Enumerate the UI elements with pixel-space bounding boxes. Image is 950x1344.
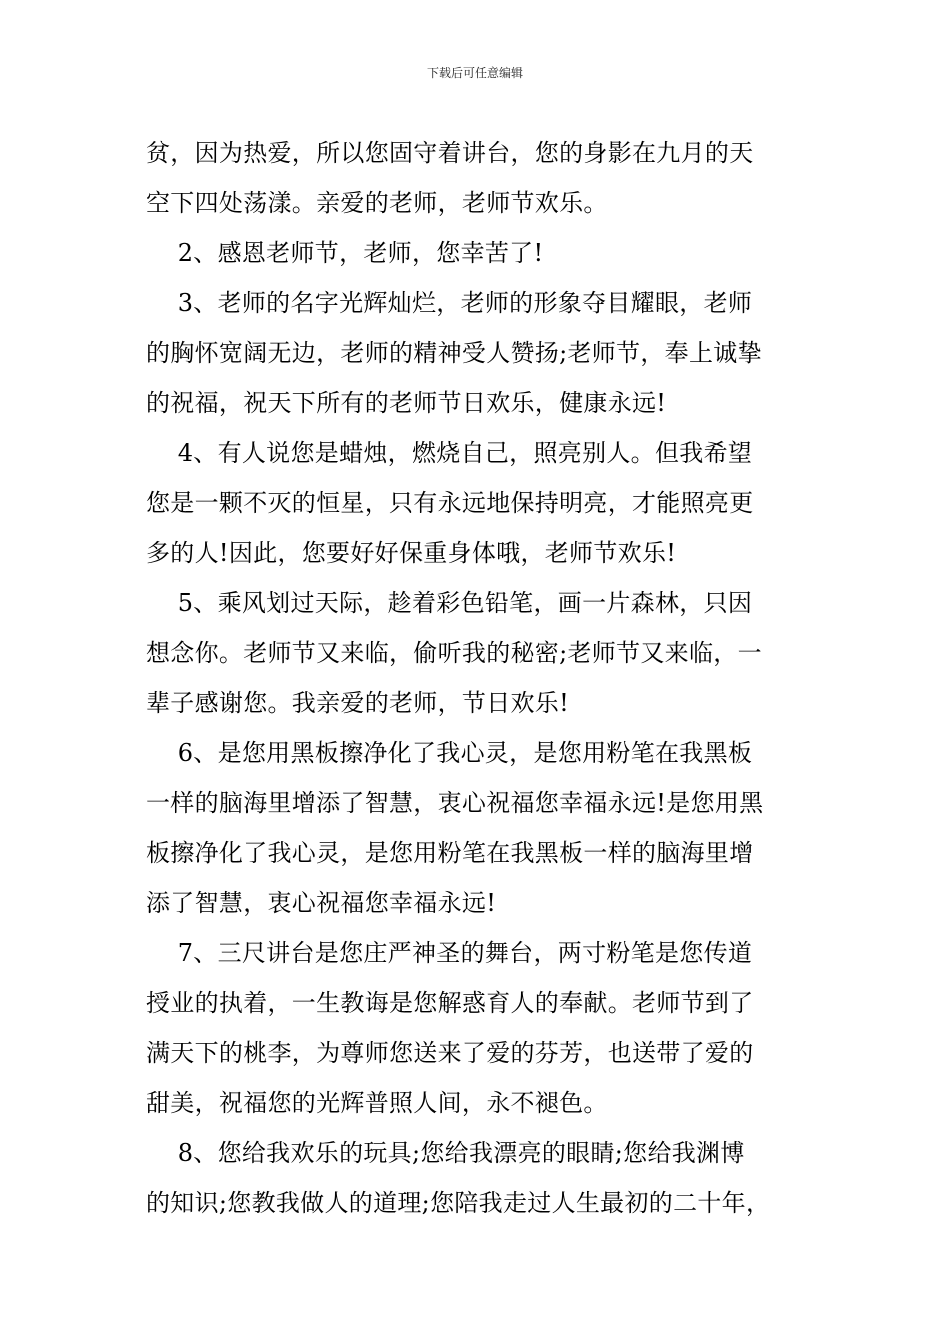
text-line: 想念你。老师节又来临，偷听我的秘密;老师节又来临，一	[146, 639, 762, 667]
text-line: 3、老师的名字光辉灿烂，老师的形象夺目耀眼，老师	[146, 289, 753, 317]
text-line: 辈子感谢您。我亲爱的老师，节日欢乐!	[146, 689, 570, 717]
text-line: 甜美，祝福您的光辉普照人间，永不褪色。	[146, 1089, 608, 1117]
text-line: 2、感恩老师节，老师，您幸苦了!	[146, 239, 544, 267]
text-line: 板擦净化了我心灵，是您用粉笔在我黑板一样的脑海里增	[146, 839, 754, 867]
page-header: 下载后可任意编辑	[426, 66, 523, 80]
text-line: 的知识;您教我做人的道理;您陪我走过人生最初的二十年，	[146, 1189, 771, 1217]
text-line: 6、是您用黑板擦净化了我心灵，是您用粉笔在我黑板	[146, 739, 753, 767]
text-line: 满天下的桃李，为尊师您送来了爱的芬芳，也送带了爱的	[146, 1039, 754, 1067]
text-line: 8、您给我欢乐的玩具;您给我漂亮的眼睛;您给我渊博	[146, 1139, 745, 1167]
text-line: 的祝福，祝天下所有的老师节日欢乐，健康永远!	[146, 389, 667, 417]
text-line: 一样的脑海里增添了智慧，衷心祝福您幸福永远!是您用黑	[146, 789, 764, 817]
text-line: 贫，因为热爱，所以您固守着讲台，您的身影在九月的天	[146, 139, 754, 167]
text-line: 添了智慧，衷心祝福您幸福永远!	[146, 889, 497, 917]
text-line: 7、三尺讲台是您庄严神圣的舞台，两寸粉笔是您传道	[146, 939, 753, 967]
text-line: 多的人!因此，您要好好保重身体哦，老师节欢乐!	[146, 539, 677, 567]
text-line: 4、有人说您是蜡烛，燃烧自己，照亮别人。但我希望	[146, 439, 753, 467]
text-line: 空下四处荡漾。亲爱的老师，老师节欢乐。	[146, 189, 608, 217]
document-body	[146, 128, 814, 1228]
text-line: 5、乘风划过天际，趁着彩色铅笔，画一片森林，只因	[146, 589, 753, 617]
text-line: 的胸怀宽阔无边，老师的精神受人赞扬;老师节，奉上诚挚	[146, 339, 762, 367]
text-line: 您是一颗不灭的恒星，只有永远地保持明亮，才能照亮更	[146, 489, 754, 517]
text-line: 授业的执着，一生教诲是您解惑育人的奉献。老师节到了	[146, 989, 754, 1017]
